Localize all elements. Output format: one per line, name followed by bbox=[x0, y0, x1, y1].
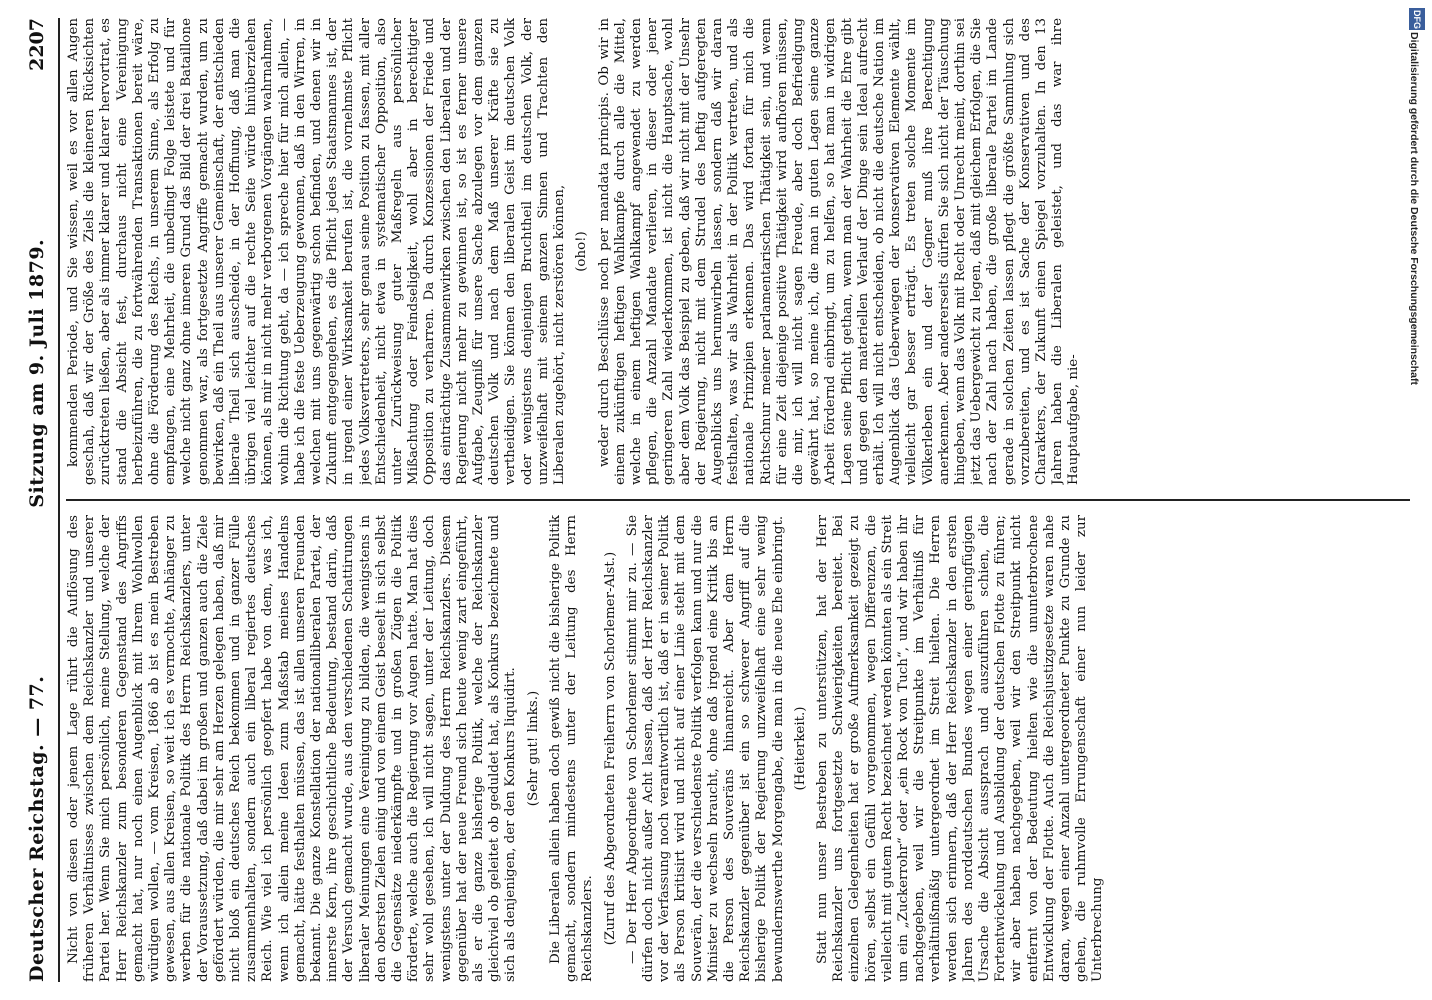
remark: (Heiterkeit.) bbox=[792, 706, 808, 791]
left-column bbox=[66, 515, 1410, 982]
digitization-credit bbox=[1406, 6, 1430, 966]
page-number: 2207 bbox=[26, 18, 48, 71]
credit-text: Digitalisierung gefördert durch die Deutsche Forschungsgemeinschaft bbox=[1408, 32, 1420, 385]
remark: (Sehr gut! links.) bbox=[525, 690, 541, 807]
dfg-logo: DFG bbox=[1409, 8, 1425, 30]
paragraph: — Der Herr Abgeordnete von Schorlemer stimmt mir zu. — Sie dürfen doch nicht außer Acht lassen, daß der Herr Reichskanzler vor der Verfassung noch verantwortlich ist, daß er in seiner Politik als Person kritisirt wird und nicht auf einer Linie steht mit dem Souverän, der die verschiedenste Politik verfolgen kann und nur die Minister zu wechseln braucht, ohne daß irgend eine Kritik bis an die Person des Souveräns hinanreicht. Aber dem Herrn Reichskanzler gegenüber ist ein so schwerer Angriff auf die bisherige Politik der Regierung unzweifelhaft eine sehr wenig bewundernswerthe Morgengabe, die man in die neue Ehe einbringt. bbox=[624, 515, 786, 982]
remark: (oho!) bbox=[574, 231, 590, 272]
paragraph: kommenden Periode, und Sie wissen, weil es vor allen Augen geschah, daß wir der Größe des Ziels die kleineren Rücksichten zurücktreten ließen, aber als immer klarer und klarer hervortrat, es stand die Absicht fest, durchaus nicht eine Vereinigung herbeizuführen, die zu fortwährenden Transaktionen bereit wäre, ohne die Förderung des Reichs, in unserem Sinne, als Erfolg zu empfangen, eine Mehrheit, die unbedingt Folge leistete und für welche nicht ganz ohne inneren Grund das Bild der drei Bataillone genommen war, als fortgesetzte Angriffe gemacht wurden, um zu bewirken, daß ein Theil aus unserer Gemeinschaft, der entschieden liberale Theil sich ausscheide, in der Hoffnung, daß man die übrigen viel leichter auf die rechte Seite würde hinüberziehen können, als mir in nicht mehr verborgenen Vorgängen wahrnahmen, wohin die Richtung geht, da — ich spreche hier für mich allein, — habe ich die feste Ueberzeugung gewonnen, daß in den Wirren, in welchen mit uns gegenwärtig schon befinden, und denen wir in Zukunft entgegengehen, es die Pflicht jedes Staatsmannes ist, der in irgend einer Wirksamkeit berufen ist, die vornehmste Pflicht jedes Volksvertreters, sehr genau seine Position zu fassen, mit aller Entschiedenheit, nicht etwa in systematischer Opposition, also unter Zurückweisung guter Maßregeln aus persönlicher Mißachtung oder Feindseligkeit, wohl aber in berechtigter Opposition zu verharren. Da durch Konzessionen der Friede und das einträchtige Zusammenwirken zwischen den Liberalen und der Regierung nicht mehr zu gewinnen ist, so ist es ferner unsere Aufgabe, Zeugniß für unsere Sache abzulegen vor dem ganzen deutschen Volk und nach dem Maß unserer Kräfte sie zu vertheidigen. Sie können den liberalen Geist im deutschen Volk oder wenigstens denjenigen Bruchtheil im deutschen Volk, der unzweifelhaft mit seinem ganzen Sinnen und Trachten den Liberalen zugehört, nicht zerstören können, bbox=[66, 18, 568, 485]
right-column bbox=[66, 18, 1410, 485]
remark: (Zuruf des Abgeordneten Freiherrn von Schorlemer-Alst.) bbox=[602, 551, 618, 946]
paragraph: Nicht von diesen oder jenem Lage rührt die Auflösung des früheren Verhältnisses zwischen dem Reichskanzler und unserer Partei her. Wenn Sie mich persönlich, meine Stellung, welche der Herr Reichskanzler zum besonderen Gegenstand des Angriffs gemacht hat, nur noch einen Augenblick mit Ihrem Wohlwollen würdigen wollen, — vom Kreisen, 1866 ab ist es mein Bestreben gewesen, aus allen Kreisen, so weit ich es vermochte, Anhänger zu werben für die nationale Politik des Herrn Reichskanzlers, unter der Voraussetzung, daß dabei im großen und ganzen auch die Ziele gefördert würden, die mir sehr am Herzen gelegen haben, daß mir nicht bloß ein deutsches Reich bekommen und in ganzer Fülle zusammenhalten, sondern auch ein liberal regiertes deutsches Reich. Wie viel ich persönlich geopfert habe von dem, was ich, wenn ich allein meine Ideen zum Maßstab meines Handelns gemacht, hätte festhalten müssen, das ist allen unseren Freunden bekannt. Die ganze Konstellation der nationalliberalen Partei, der innerste Kern, ihre geschichtliche Bedeutung, bestand darin, daß der Versuch gemacht wurde, aus den verschiedenen Schattirungen liberaler Meinungen eine Vereinigung zu bilden, die wenigstens in den obersten Zielen einig und von einem Geist beseelt in sich selbst die Gegensätze niederkämpfte und in großen Zügen die Politik förderte, welche auch die Regierung vor Augen hatte. Man hat dies sehr wohl gesehen, ich will nicht sagen, unter der Leitung, doch wenigstens unter der Duldung des Herrn Reichskanzlers. Diesem gegenüber hat der neue Freund sich heute wenig zart eingeführt, als er die ganze bisherige Politik, welche der Reichskanzler gleichviel ob geleitet ob geduldet hat, als Konkurs bezeichnete und sich als denjenigen, der den Konkurs liquidirt. bbox=[66, 515, 519, 982]
header-title: Sitzung am 9. Juli 1879. bbox=[26, 238, 48, 508]
paragraph: Statt nun unser Bestreben zu unterstützen, hat der Herr Reichskanzler uns fortgesetzte Schwierigkeiten bereitet. Bei einzelnen Gelegenheiten hat er große Aufmerksamkeit gezeigt zu hören, selbst ein Gefühl vorgenommen, wegen Differenzen, die vielleicht mit gutem Recht bezeichnet werden könnten als ein Streit um ein „Zuckerrohr“ oder „ein Rock von Tuch“, und wir haben ihr nachgegeben, weil wir die Streitpunkte im Verhältniß für verhältnißmäßig untergeordnet im Streit hielten. Die Herren werden sich erinnern, daß der Herr Reichskanzler in den ersten Jahren des norddeutschen Bundes wegen einer geringfügigen Ursache die Absicht aussprach und auszuführen schien, die Fortentwickelung und Ausbildung der deutschen Flotte zu führen; wir aber haben nachgegeben, weil wir den Streitpunkt nicht entfernt von der Bedeutung hielten wie die ununterbrochene Entwicklung der Flotte. Auch die Reichsjustizgesetze waren nahe daran, wegen einer Anzahl untergeordneter Punkte zu Grunde zu gehen, die ruhmvolle Errungenschaft einer nun leider zur Unterbrechung bbox=[814, 515, 1106, 982]
paragraph: Die Liberalen allein haben doch gewiß nicht die bisherige Politik gemacht, sondern mindestens unter der Leitung des Herrn Reichskanzlers. bbox=[547, 515, 596, 982]
column-divider bbox=[66, 499, 1410, 501]
text-columns bbox=[66, 18, 1410, 982]
paragraph: weder durch Beschlüsse noch per mandata principis. Ob wir in einem zukünftigen heftigen Wahlkampfe durch alle die Mittel, welche in einem heftigen Wahlkampf angewendet zu werden pflegen, die Anzahl Mandate verlieren, in dieser oder jener geringeren Zahl wiederkommen, ist nicht die Hauptsache, wohl aber dem Volk das Beispiel zu geben, daß wir nicht mit der Unsehr der Regierung, nicht mit dem Strudel des heftig aufgeregten Augenblicks uns herumwirbeln lassen, sondern daß wir daran festhalten, was wir als Wahrheit in der Politik vertreten, und als nationale Prinzipien erkennen. Das wird fortan für mich die Richtschnur meiner parlamentarischen Thätigkeit sein, und wenn für eine Zeit diejenige positive Thätigkeit wird aufhören müssen, die mir, ich will nicht sagen Freude, aber doch Befriedigung gewährt hat, so meine ich, die man in guten Lagen seine ganze Arbeit fördernd einbringt, um zu helfen, so hat man in widrigen Lagen seine Pflicht gethan, wenn man der Wahrheit die Ehre gibt und gegen den materiellen Verlauf der Dinge sein Ideal aufrecht erhält. Ich will nicht entscheiden, ob nicht die deutsche Nation im Augenblick das Ueberwiegen der konservativen Elemente wählt, vielleicht gar besser erträgt. Es treten solche Momente im Völkerleben ein und der Gegner muß ihre Berechtigung anerkennen. Aber andererseits dürfen Sie sich nicht der Täuschung hingeben, wenn das Volk mit Recht oder Unrecht meint, dorthin sei jetzt das Uebergewicht zu legen, daß mit gleichem Erfolgen, die Sie nach der Zahl nach haben, die große liberale Partei im Lande gerade in solchen Zeiten lassen pflegt die größte Sammlung sich vorzubereiten, und es ist Sache der Konservativen und des Charakters, der Zukunft einen Spiegel vorzuhalten. In den 13 Jahren haben die Liberalen geleistet, und das war ihre Hauptaufgabe, nie- bbox=[596, 18, 1082, 485]
page-header bbox=[16, 18, 60, 982]
header-left: Deutscher Reichstag. — 77. bbox=[26, 675, 48, 982]
